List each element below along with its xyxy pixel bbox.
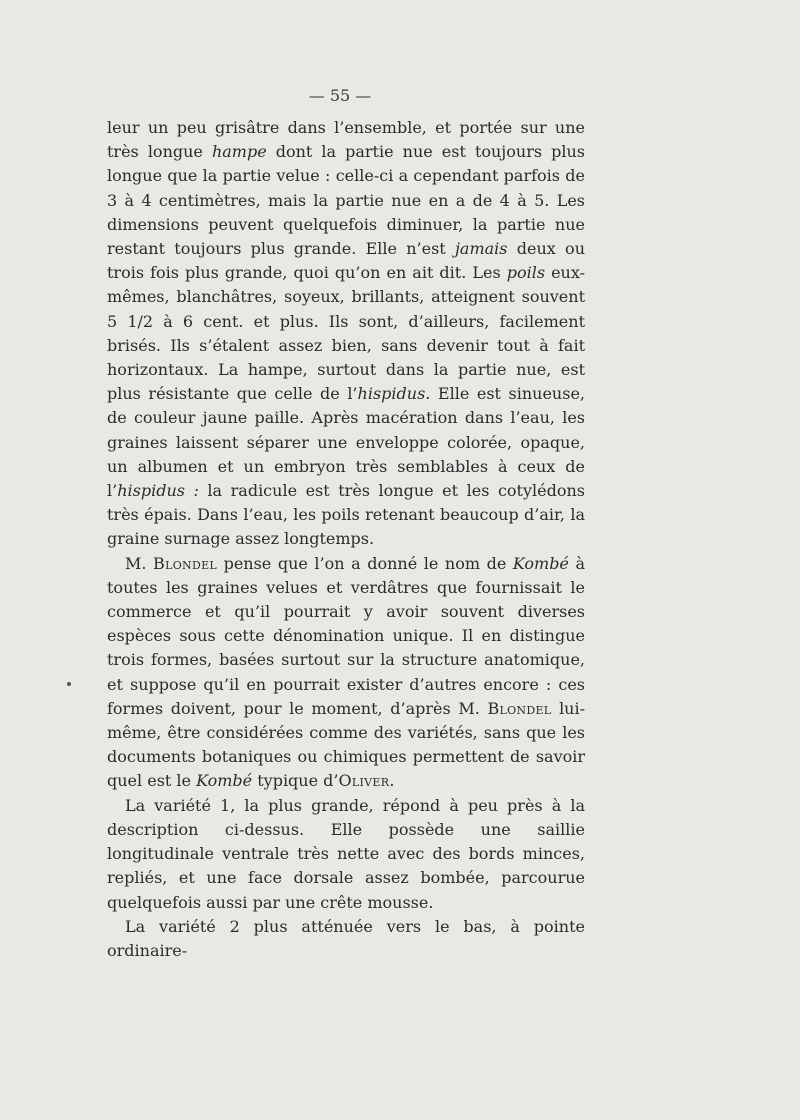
text-run: La variété 1, la plus grande, répond à peu près à la description ci-dessus. Elle possède une saillie longitudinale ventrale très nette avec des bords minces, repliés, et une face dorsale assez bombée, parcourue quelquefois aussi par une crête mousse. — [107, 795, 585, 912]
text-run: lui-même, être considérées comme des variétés, sans que les documents botaniques ou chimiques permettent de savoir quel est le — [107, 698, 586, 791]
body-text — [107, 116, 585, 963]
text-run: typique d’ — [252, 771, 339, 791]
italic-text: hispidus. — [357, 384, 431, 404]
italic-text: Kombé — [512, 553, 569, 573]
text-run: leur un peu grisâtre dans l’ensemble, et portée sur une très longue — [107, 118, 585, 162]
italic-text: Kombé — [196, 771, 253, 791]
paragraph — [107, 116, 585, 552]
paragraph — [107, 794, 585, 915]
italic-text: poils — [506, 263, 546, 283]
text-run: la radicule est très longue et les cotylédons très épais. Dans l’eau, les poils retenant beaucoup d’air, la graine surnage assez longtemps. — [107, 481, 585, 549]
page-number: — 55 — — [308, 86, 372, 105]
italic-text: hispidus : — [117, 481, 199, 501]
text-run: . — [389, 771, 395, 791]
text-run: deux ou trois fois plus grande, quoi qu’on en ait dit. Les — [107, 239, 585, 283]
margin-dot — [67, 682, 71, 686]
text-run: eux-mêmes, blanchâtres, soyeux, brillants, atteignent souvent 5 1/2 à 6 cent. et plus. Ils sont, d’ailleurs, facilement brisés. Ils s’étalent assez bien, sans devenir tout à fait horizontaux. La hampe, surtout dans la partie nue, est plus résistante que celle de l’ — [107, 263, 585, 404]
text-run: M. — [125, 553, 154, 573]
text-run: Elle est sinueuse, de couleur jaune paille. Après macération dans l’eau, les graines laissent séparer une enveloppe colorée, opaque, un albumen et un embryon très semblables à ceux de l’ — [107, 384, 585, 501]
italic-text: hampe — [211, 142, 267, 162]
text-run: dont la partie nue est toujours plus longue que la partie velue : celle-ci a cependant parfois de 3 à 4 centimètres, mais la partie nue en a de 4 à 5. Les dimensions peuvent quelquefois diminuer, la partie nue restant toujours plus grande. Elle n’est — [107, 142, 586, 259]
small-caps-name: Oliver — [338, 771, 390, 791]
paragraph — [107, 552, 585, 794]
italic-text: jamais — [454, 239, 508, 259]
small-caps-name: Blondel — [487, 698, 552, 718]
text-run: à toutes les graines velues et verdâtres que fournissait le commerce et qu’il pourrait y avoir souvent diverses espèces sous cette dénomination unique. Il en distingue trois formes, basées surtout sur la structure anatomique, et suppose qu’il en pourrait exister d’autres encore : ces formes doivent, pour le moment, d’après M. — [107, 553, 586, 718]
paragraph — [107, 915, 585, 963]
text-run: pense que l’on a donné le nom de — [217, 553, 513, 573]
small-caps-name: Blondel — [153, 553, 218, 573]
text-run: La variété 2 plus atténuée vers le bas, à pointe ordinaire- — [107, 916, 585, 960]
